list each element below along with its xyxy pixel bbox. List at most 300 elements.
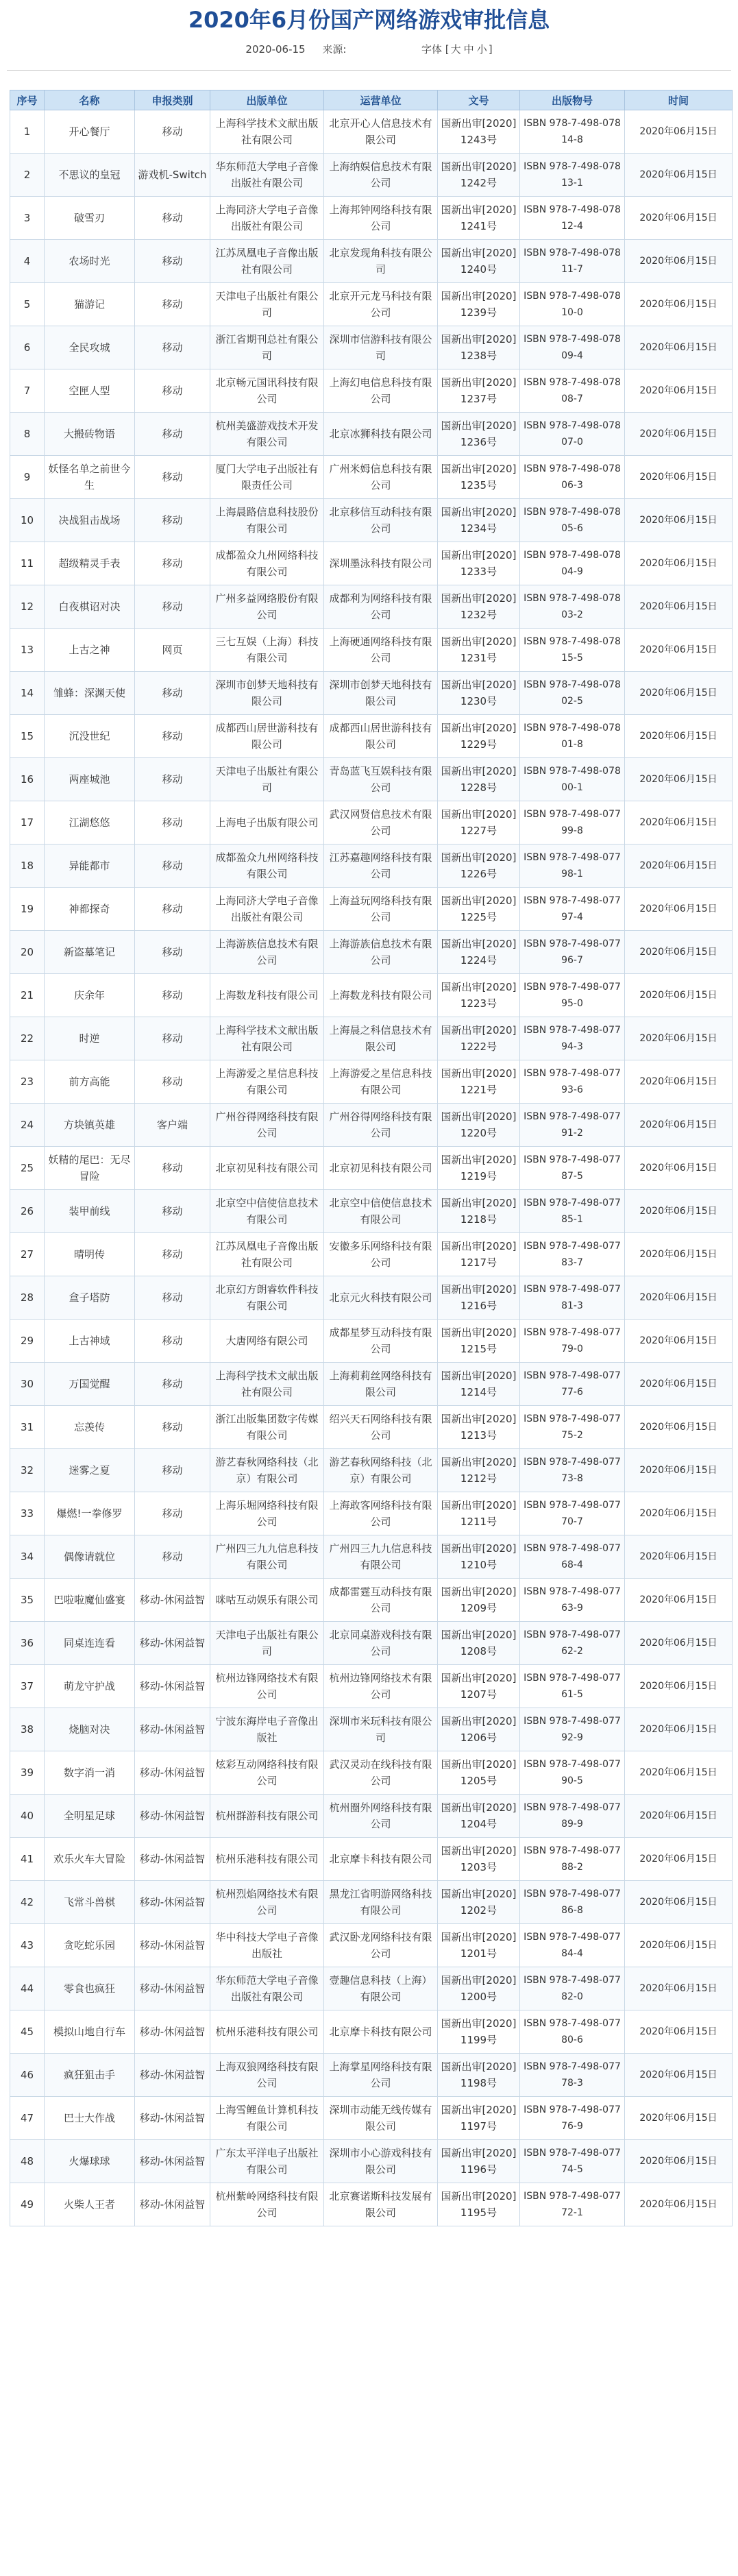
row-index: 12	[10, 585, 45, 629]
operator: 北京同桌游戏科技有限公司	[324, 1622, 438, 1665]
approval-date: 2020年06月15日	[625, 1751, 733, 1795]
category: 移动	[135, 801, 210, 845]
row-index: 14	[10, 672, 45, 715]
approval-number: 国新出审[2020]1203号	[438, 1838, 520, 1881]
publisher: 广东太平洋电子出版社有限公司	[210, 2140, 324, 2183]
approval-number: 国新出审[2020]1232号	[438, 585, 520, 629]
operator: 北京初见科技有限公司	[324, 1147, 438, 1190]
category: 移动-休闲益智	[135, 2140, 210, 2183]
approval-number: 国新出审[2020]1237号	[438, 369, 520, 413]
operator: 黑龙江省明游网络科技有限公司	[324, 1881, 438, 1924]
approval-number: 国新出审[2020]1195号	[438, 2183, 520, 2226]
approval-date: 2020年06月15日	[625, 283, 733, 326]
publisher: 上海雪鲤鱼计算机科技有限公司	[210, 2097, 324, 2140]
operator: 深圳墨泳科技有限公司	[324, 542, 438, 585]
isbn: ISBN 978-7-498-07784-4	[520, 1924, 625, 1967]
operator: 成都雷霆互动科技有限公司	[324, 1579, 438, 1622]
operator: 北京摩卡科技有限公司	[324, 2010, 438, 2054]
isbn: ISBN 978-7-498-07796-7	[520, 931, 625, 974]
row-index: 1	[10, 110, 45, 154]
table-body	[10, 110, 733, 2226]
approval-number: 国新出审[2020]1208号	[438, 1622, 520, 1665]
game-name: 火爆球球	[45, 2140, 135, 2183]
approval-number: 国新出审[2020]1210号	[438, 1535, 520, 1579]
category: 移动-休闲益智	[135, 2183, 210, 2226]
table-row	[10, 1751, 733, 1795]
table-row	[10, 110, 733, 154]
game-name: 猫游记	[45, 283, 135, 326]
isbn: ISBN 978-7-498-07786-8	[520, 1881, 625, 1924]
column-header-index: 序号	[10, 90, 45, 110]
isbn: ISBN 978-7-498-07783-7	[520, 1233, 625, 1276]
operator: 深圳市米玩科技有限公司	[324, 1708, 438, 1751]
row-index: 31	[10, 1406, 45, 1449]
approval-date: 2020年06月15日	[625, 1665, 733, 1708]
operator: 成都西山居世游科技有限公司	[324, 715, 438, 758]
row-index: 36	[10, 1622, 45, 1665]
category: 移动-休闲益智	[135, 2097, 210, 2140]
isbn: ISBN 978-7-498-07808-7	[520, 369, 625, 413]
table-row	[10, 2140, 733, 2183]
game-name: 时逆	[45, 1017, 135, 1060]
category: 移动-休闲益智	[135, 1795, 210, 1838]
isbn: ISBN 978-7-498-07780-6	[520, 2010, 625, 2054]
table-row	[10, 499, 733, 542]
row-index: 29	[10, 1320, 45, 1363]
publisher: 杭州群游科技有限公司	[210, 1795, 324, 1838]
publisher: 广州谷得网络科技有限公司	[210, 1104, 324, 1147]
game-name: 疯狂狙击手	[45, 2054, 135, 2097]
approval-date: 2020年06月15日	[625, 2010, 733, 2054]
game-name: 前方高能	[45, 1060, 135, 1104]
approval-date: 2020年06月15日	[625, 542, 733, 585]
isbn: ISBN 978-7-498-07797-4	[520, 888, 625, 931]
isbn: ISBN 978-7-498-07787-5	[520, 1147, 625, 1190]
approval-date: 2020年06月15日	[625, 1233, 733, 1276]
publisher: 北京空中信使信息技术有限公司	[210, 1190, 324, 1233]
category: 移动-休闲益智	[135, 2054, 210, 2097]
approval-date: 2020年06月15日	[625, 369, 733, 413]
isbn: ISBN 978-7-498-07763-9	[520, 1579, 625, 1622]
approval-number: 国新出审[2020]1229号	[438, 715, 520, 758]
approval-date: 2020年06月15日	[625, 1104, 733, 1147]
isbn: ISBN 978-7-498-07794-3	[520, 1017, 625, 1060]
approval-number: 国新出审[2020]1241号	[438, 197, 520, 240]
category: 客户端	[135, 1104, 210, 1147]
table-row	[10, 369, 733, 413]
approval-number: 国新出审[2020]1199号	[438, 2010, 520, 2054]
operator: 武汉网贤信息技术有限公司	[324, 801, 438, 845]
operator: 上海幻电信息科技有限公司	[324, 369, 438, 413]
approval-date: 2020年06月15日	[625, 1449, 733, 1492]
category: 移动	[135, 845, 210, 888]
isbn: ISBN 978-7-498-07762-2	[520, 1622, 625, 1665]
approval-date: 2020年06月15日	[625, 1492, 733, 1535]
publisher: 华中科技大学电子音像出版社	[210, 1924, 324, 1967]
publisher: 大唐网络有限公司	[210, 1320, 324, 1363]
row-index: 35	[10, 1579, 45, 1622]
table-row	[10, 154, 733, 197]
approval-date: 2020年06月15日	[625, 1838, 733, 1881]
game-name: 开心餐厅	[45, 110, 135, 154]
category: 移动	[135, 240, 210, 283]
table-row	[10, 1190, 733, 1233]
game-name: 迷雾之夏	[45, 1449, 135, 1492]
approval-date: 2020年06月15日	[625, 758, 733, 801]
table-row	[10, 197, 733, 240]
approval-date: 2020年06月15日	[625, 1060, 733, 1104]
operator: 江苏嘉趣网络科技有限公司	[324, 845, 438, 888]
game-name: 上古之神	[45, 629, 135, 672]
isbn: ISBN 978-7-498-07802-5	[520, 672, 625, 715]
operator: 游艺春秋网络科技（北京）有限公司	[324, 1449, 438, 1492]
isbn: ISBN 978-7-498-07812-4	[520, 197, 625, 240]
category: 移动-休闲益智	[135, 1838, 210, 1881]
approval-date: 2020年06月15日	[625, 888, 733, 931]
category: 移动	[135, 542, 210, 585]
table-row	[10, 1535, 733, 1579]
row-index: 21	[10, 974, 45, 1017]
game-name: 数字消一消	[45, 1751, 135, 1795]
row-index: 20	[10, 931, 45, 974]
table-row	[10, 456, 733, 499]
approval-number: 国新出审[2020]1230号	[438, 672, 520, 715]
column-header-approval-number: 文号	[438, 90, 520, 110]
isbn: ISBN 978-7-498-07811-7	[520, 240, 625, 283]
table-row	[10, 1795, 733, 1838]
row-index: 41	[10, 1838, 45, 1881]
row-index: 28	[10, 1276, 45, 1320]
game-name: 空匣人型	[45, 369, 135, 413]
isbn: ISBN 978-7-498-07782-0	[520, 1967, 625, 2010]
game-name: 晴明传	[45, 1233, 135, 1276]
row-index: 11	[10, 542, 45, 585]
approval-number: 国新出审[2020]1226号	[438, 845, 520, 888]
operator: 北京空中信使信息技术有限公司	[324, 1190, 438, 1233]
row-index: 26	[10, 1190, 45, 1233]
isbn: ISBN 978-7-498-07814-8	[520, 110, 625, 154]
column-header-date: 时间	[625, 90, 733, 110]
isbn: ISBN 978-7-498-07776-9	[520, 2097, 625, 2140]
publisher: 上海双狼网络科技有限公司	[210, 2054, 324, 2097]
table-row	[10, 283, 733, 326]
approval-number: 国新出审[2020]1217号	[438, 1233, 520, 1276]
approval-number: 国新出审[2020]1220号	[438, 1104, 520, 1147]
table-row	[10, 2054, 733, 2097]
isbn: ISBN 978-7-498-07790-5	[520, 1751, 625, 1795]
category: 移动	[135, 413, 210, 456]
game-name: 妖怪名单之前世今生	[45, 456, 135, 499]
game-name: 两座城池	[45, 758, 135, 801]
font-size-small-link[interactable]: 小	[476, 43, 487, 56]
row-index: 27	[10, 1233, 45, 1276]
game-name: 大搬砖物语	[45, 413, 135, 456]
publish-date: 2020-06-15	[245, 43, 306, 56]
isbn: ISBN 978-7-498-07785-1	[520, 1190, 625, 1233]
isbn: ISBN 978-7-498-07792-9	[520, 1708, 625, 1751]
approval-number: 国新出审[2020]1204号	[438, 1795, 520, 1838]
table-row	[10, 672, 733, 715]
row-index: 34	[10, 1535, 45, 1579]
approval-date: 2020年06月15日	[625, 629, 733, 672]
page-title: 2020年6月份国产网络游戏审批信息	[188, 7, 550, 33]
table-row	[10, 1233, 733, 1276]
row-index: 23	[10, 1060, 45, 1104]
font-size-large-link[interactable]: 大	[450, 43, 461, 56]
table-row	[10, 758, 733, 801]
table-row	[10, 931, 733, 974]
row-index: 18	[10, 845, 45, 888]
publisher: 北京幻方朗睿软件科技有限公司	[210, 1276, 324, 1320]
game-name: 零食也疯狂	[45, 1967, 135, 2010]
isbn: ISBN 978-7-498-07813-1	[520, 154, 625, 197]
approval-number: 国新出审[2020]1205号	[438, 1751, 520, 1795]
approval-date: 2020年06月15日	[625, 2140, 733, 2183]
approval-number: 国新出审[2020]1209号	[438, 1579, 520, 1622]
category: 移动	[135, 931, 210, 974]
publisher: 咪咕互动娱乐有限公司	[210, 1579, 324, 1622]
operator: 杭州圈外网络科技有限公司	[324, 1795, 438, 1838]
approval-date: 2020年06月15日	[625, 1795, 733, 1838]
game-name: 方块镇英雄	[45, 1104, 135, 1147]
operator: 深圳市小心游戏科技有限公司	[324, 2140, 438, 2183]
game-name: 欢乐火车大冒险	[45, 1838, 135, 1881]
table-row	[10, 1320, 733, 1363]
category: 移动-休闲益智	[135, 1967, 210, 2010]
row-index: 43	[10, 1924, 45, 1967]
approval-date: 2020年06月15日	[625, 1190, 733, 1233]
row-index: 9	[10, 456, 45, 499]
approval-number: 国新出审[2020]1235号	[438, 456, 520, 499]
isbn: ISBN 978-7-498-07807-0	[520, 413, 625, 456]
game-name: 爆燃!一拳修罗	[45, 1492, 135, 1535]
approval-number: 国新出审[2020]1198号	[438, 2054, 520, 2097]
column-header-publisher: 出版单位	[210, 90, 324, 110]
category: 移动	[135, 974, 210, 1017]
table-row	[10, 542, 733, 585]
game-name: 沉没世纪	[45, 715, 135, 758]
isbn: ISBN 978-7-498-07772-1	[520, 2183, 625, 2226]
publisher: 宁波东海岸电子音像出版社	[210, 1708, 324, 1751]
approval-number: 国新出审[2020]1242号	[438, 154, 520, 197]
font-size-label: 字体	[421, 43, 443, 56]
category: 移动-休闲益智	[135, 1579, 210, 1622]
column-header-name: 名称	[45, 90, 135, 110]
row-index: 15	[10, 715, 45, 758]
category: 网页	[135, 629, 210, 672]
category: 移动	[135, 110, 210, 154]
publisher: 上海同济大学电子音像出版社有限公司	[210, 197, 324, 240]
publisher: 华东师范大学电子音像出版社有限公司	[210, 1967, 324, 2010]
row-index: 49	[10, 2183, 45, 2226]
isbn: ISBN 978-7-498-07806-3	[520, 456, 625, 499]
publisher: 上海电子出版有限公司	[210, 801, 324, 845]
game-name: 全民攻城	[45, 326, 135, 369]
approval-number: 国新出审[2020]1243号	[438, 110, 520, 154]
publisher: 三七互娱（上海）科技有限公司	[210, 629, 324, 672]
isbn: ISBN 978-7-498-07809-4	[520, 326, 625, 369]
game-name: 忘羡传	[45, 1406, 135, 1449]
approval-date: 2020年06月15日	[625, 1535, 733, 1579]
approval-number: 国新出审[2020]1240号	[438, 240, 520, 283]
category: 移动	[135, 1363, 210, 1406]
category: 移动	[135, 456, 210, 499]
row-index: 25	[10, 1147, 45, 1190]
approval-date: 2020年06月15日	[625, 1579, 733, 1622]
game-name: 巴士大作战	[45, 2097, 135, 2140]
isbn: ISBN 978-7-498-07803-2	[520, 585, 625, 629]
table-row	[10, 1708, 733, 1751]
category: 移动	[135, 1492, 210, 1535]
category: 移动	[135, 499, 210, 542]
approval-date: 2020年06月15日	[625, 974, 733, 1017]
isbn: ISBN 978-7-498-07800-1	[520, 758, 625, 801]
table-header-row	[10, 90, 733, 110]
table-row	[10, 326, 733, 369]
isbn: ISBN 978-7-498-07799-8	[520, 801, 625, 845]
header-divider	[7, 70, 731, 71]
operator: 广州谷得网络科技有限公司	[324, 1104, 438, 1147]
table-row	[10, 845, 733, 888]
table-row	[10, 413, 733, 456]
publisher: 浙江省期刊总社有限公司	[210, 326, 324, 369]
game-name: 超级精灵手表	[45, 542, 135, 585]
approval-number: 国新出审[2020]1224号	[438, 931, 520, 974]
isbn: ISBN 978-7-498-07798-1	[520, 845, 625, 888]
operator: 上海纳娱信息技术有限公司	[324, 154, 438, 197]
category: 移动	[135, 672, 210, 715]
table-row	[10, 1881, 733, 1924]
table-row	[10, 1924, 733, 1967]
approval-number: 国新出审[2020]1233号	[438, 542, 520, 585]
isbn: ISBN 978-7-498-07777-6	[520, 1363, 625, 1406]
publisher: 游艺春秋网络科技（北京）有限公司	[210, 1449, 324, 1492]
approval-date: 2020年06月15日	[625, 845, 733, 888]
operator: 成都利为网络科技有限公司	[324, 585, 438, 629]
font-size-medium-link[interactable]: 中	[463, 43, 474, 56]
category: 移动	[135, 1535, 210, 1579]
row-index: 37	[10, 1665, 45, 1708]
isbn: ISBN 978-7-498-07775-2	[520, 1406, 625, 1449]
category: 移动	[135, 1449, 210, 1492]
table-row	[10, 1406, 733, 1449]
approval-number: 国新出审[2020]1238号	[438, 326, 520, 369]
table-row	[10, 1622, 733, 1665]
publisher: 上海数龙科技有限公司	[210, 974, 324, 1017]
approval-date: 2020年06月15日	[625, 1881, 733, 1924]
isbn: ISBN 978-7-498-07801-8	[520, 715, 625, 758]
approval-date: 2020年06月15日	[625, 672, 733, 715]
category: 移动	[135, 888, 210, 931]
game-name: 万国觉醒	[45, 1363, 135, 1406]
category: 移动-休闲益智	[135, 2010, 210, 2054]
publisher: 上海游爱之星信息科技有限公司	[210, 1060, 324, 1104]
isbn: ISBN 978-7-498-07810-0	[520, 283, 625, 326]
approval-date: 2020年06月15日	[625, 1320, 733, 1363]
approval-date: 2020年06月15日	[625, 499, 733, 542]
operator: 上海益玩网络科技有限公司	[324, 888, 438, 931]
approval-number: 国新出审[2020]1206号	[438, 1708, 520, 1751]
row-index: 7	[10, 369, 45, 413]
approval-date: 2020年06月15日	[625, 1924, 733, 1967]
game-name: 模拟山地自行车	[45, 2010, 135, 2054]
operator: 上海数龙科技有限公司	[324, 974, 438, 1017]
approval-date: 2020年06月15日	[625, 1622, 733, 1665]
approval-date: 2020年06月15日	[625, 1276, 733, 1320]
approval-date: 2020年06月15日	[625, 2097, 733, 2140]
game-name: 贪吃蛇乐园	[45, 1924, 135, 1967]
isbn: ISBN 978-7-498-07791-2	[520, 1104, 625, 1147]
table-row	[10, 2097, 733, 2140]
row-index: 5	[10, 283, 45, 326]
approval-number: 国新出审[2020]1214号	[438, 1363, 520, 1406]
game-name: 上古神域	[45, 1320, 135, 1363]
operator: 北京元火科技有限公司	[324, 1276, 438, 1320]
row-index: 39	[10, 1751, 45, 1795]
game-name: 盒子塔防	[45, 1276, 135, 1320]
approval-date: 2020年06月15日	[625, 1967, 733, 2010]
table-row	[10, 1665, 733, 1708]
publisher: 上海科学技术文献出版社有限公司	[210, 1017, 324, 1060]
game-name: 烧脑对决	[45, 1708, 135, 1751]
isbn: ISBN 978-7-498-07773-8	[520, 1449, 625, 1492]
operator: 武汉灵动在线科技有限公司	[324, 1751, 438, 1795]
operator: 上海晨之科信息技术有限公司	[324, 1017, 438, 1060]
operator: 深圳市创梦天地科技有限公司	[324, 672, 438, 715]
approval-date: 2020年06月15日	[625, 1708, 733, 1751]
table-row	[10, 715, 733, 758]
category: 移动	[135, 1017, 210, 1060]
publisher: 天津电子出版社有限公司	[210, 758, 324, 801]
publisher: 成都西山居世游科技有限公司	[210, 715, 324, 758]
publisher: 上海晨路信息科技股份有限公司	[210, 499, 324, 542]
row-index: 32	[10, 1449, 45, 1492]
column-header-isbn: 出版物号	[520, 90, 625, 110]
operator: 壹趣信息科技（上海）有限公司	[324, 1967, 438, 2010]
isbn: ISBN 978-7-498-07778-3	[520, 2054, 625, 2097]
row-index: 24	[10, 1104, 45, 1147]
operator: 上海莉莉丝网络科技有限公司	[324, 1363, 438, 1406]
category: 移动	[135, 715, 210, 758]
publisher: 上海同济大学电子音像出版社有限公司	[210, 888, 324, 931]
operator: 安徽多乐网络科技有限公司	[324, 1233, 438, 1276]
approval-date: 2020年06月15日	[625, 1017, 733, 1060]
game-name: 装甲前线	[45, 1190, 135, 1233]
game-name: 雏蜂：深渊天使	[45, 672, 135, 715]
operator: 广州米姆信息科技有限公司	[324, 456, 438, 499]
approval-date: 2020年06月15日	[625, 801, 733, 845]
operator: 北京发现角科技有限公司	[324, 240, 438, 283]
row-index: 6	[10, 326, 45, 369]
article-meta	[0, 37, 738, 62]
publisher: 成都盈众九州网络科技有限公司	[210, 542, 324, 585]
publisher: 杭州乐港科技有限公司	[210, 1838, 324, 1881]
approval-number: 国新出审[2020]1201号	[438, 1924, 520, 1967]
isbn: ISBN 978-7-498-07788-2	[520, 1838, 625, 1881]
table-row	[10, 1147, 733, 1190]
row-index: 47	[10, 2097, 45, 2140]
operator: 北京开心人信息技术有限公司	[324, 110, 438, 154]
approval-number: 国新出审[2020]1202号	[438, 1881, 520, 1924]
publisher: 杭州紫岭网络科技有限公司	[210, 2183, 324, 2226]
approval-date: 2020年06月15日	[625, 154, 733, 197]
approval-number: 国新出审[2020]1222号	[438, 1017, 520, 1060]
game-name: 同桌连连看	[45, 1622, 135, 1665]
game-name: 农场时光	[45, 240, 135, 283]
game-name: 巴啦啦魔仙盛宴	[45, 1579, 135, 1622]
operator: 上海掌星网络科技有限公司	[324, 2054, 438, 2097]
publisher: 北京畅元国讯科技有限公司	[210, 369, 324, 413]
